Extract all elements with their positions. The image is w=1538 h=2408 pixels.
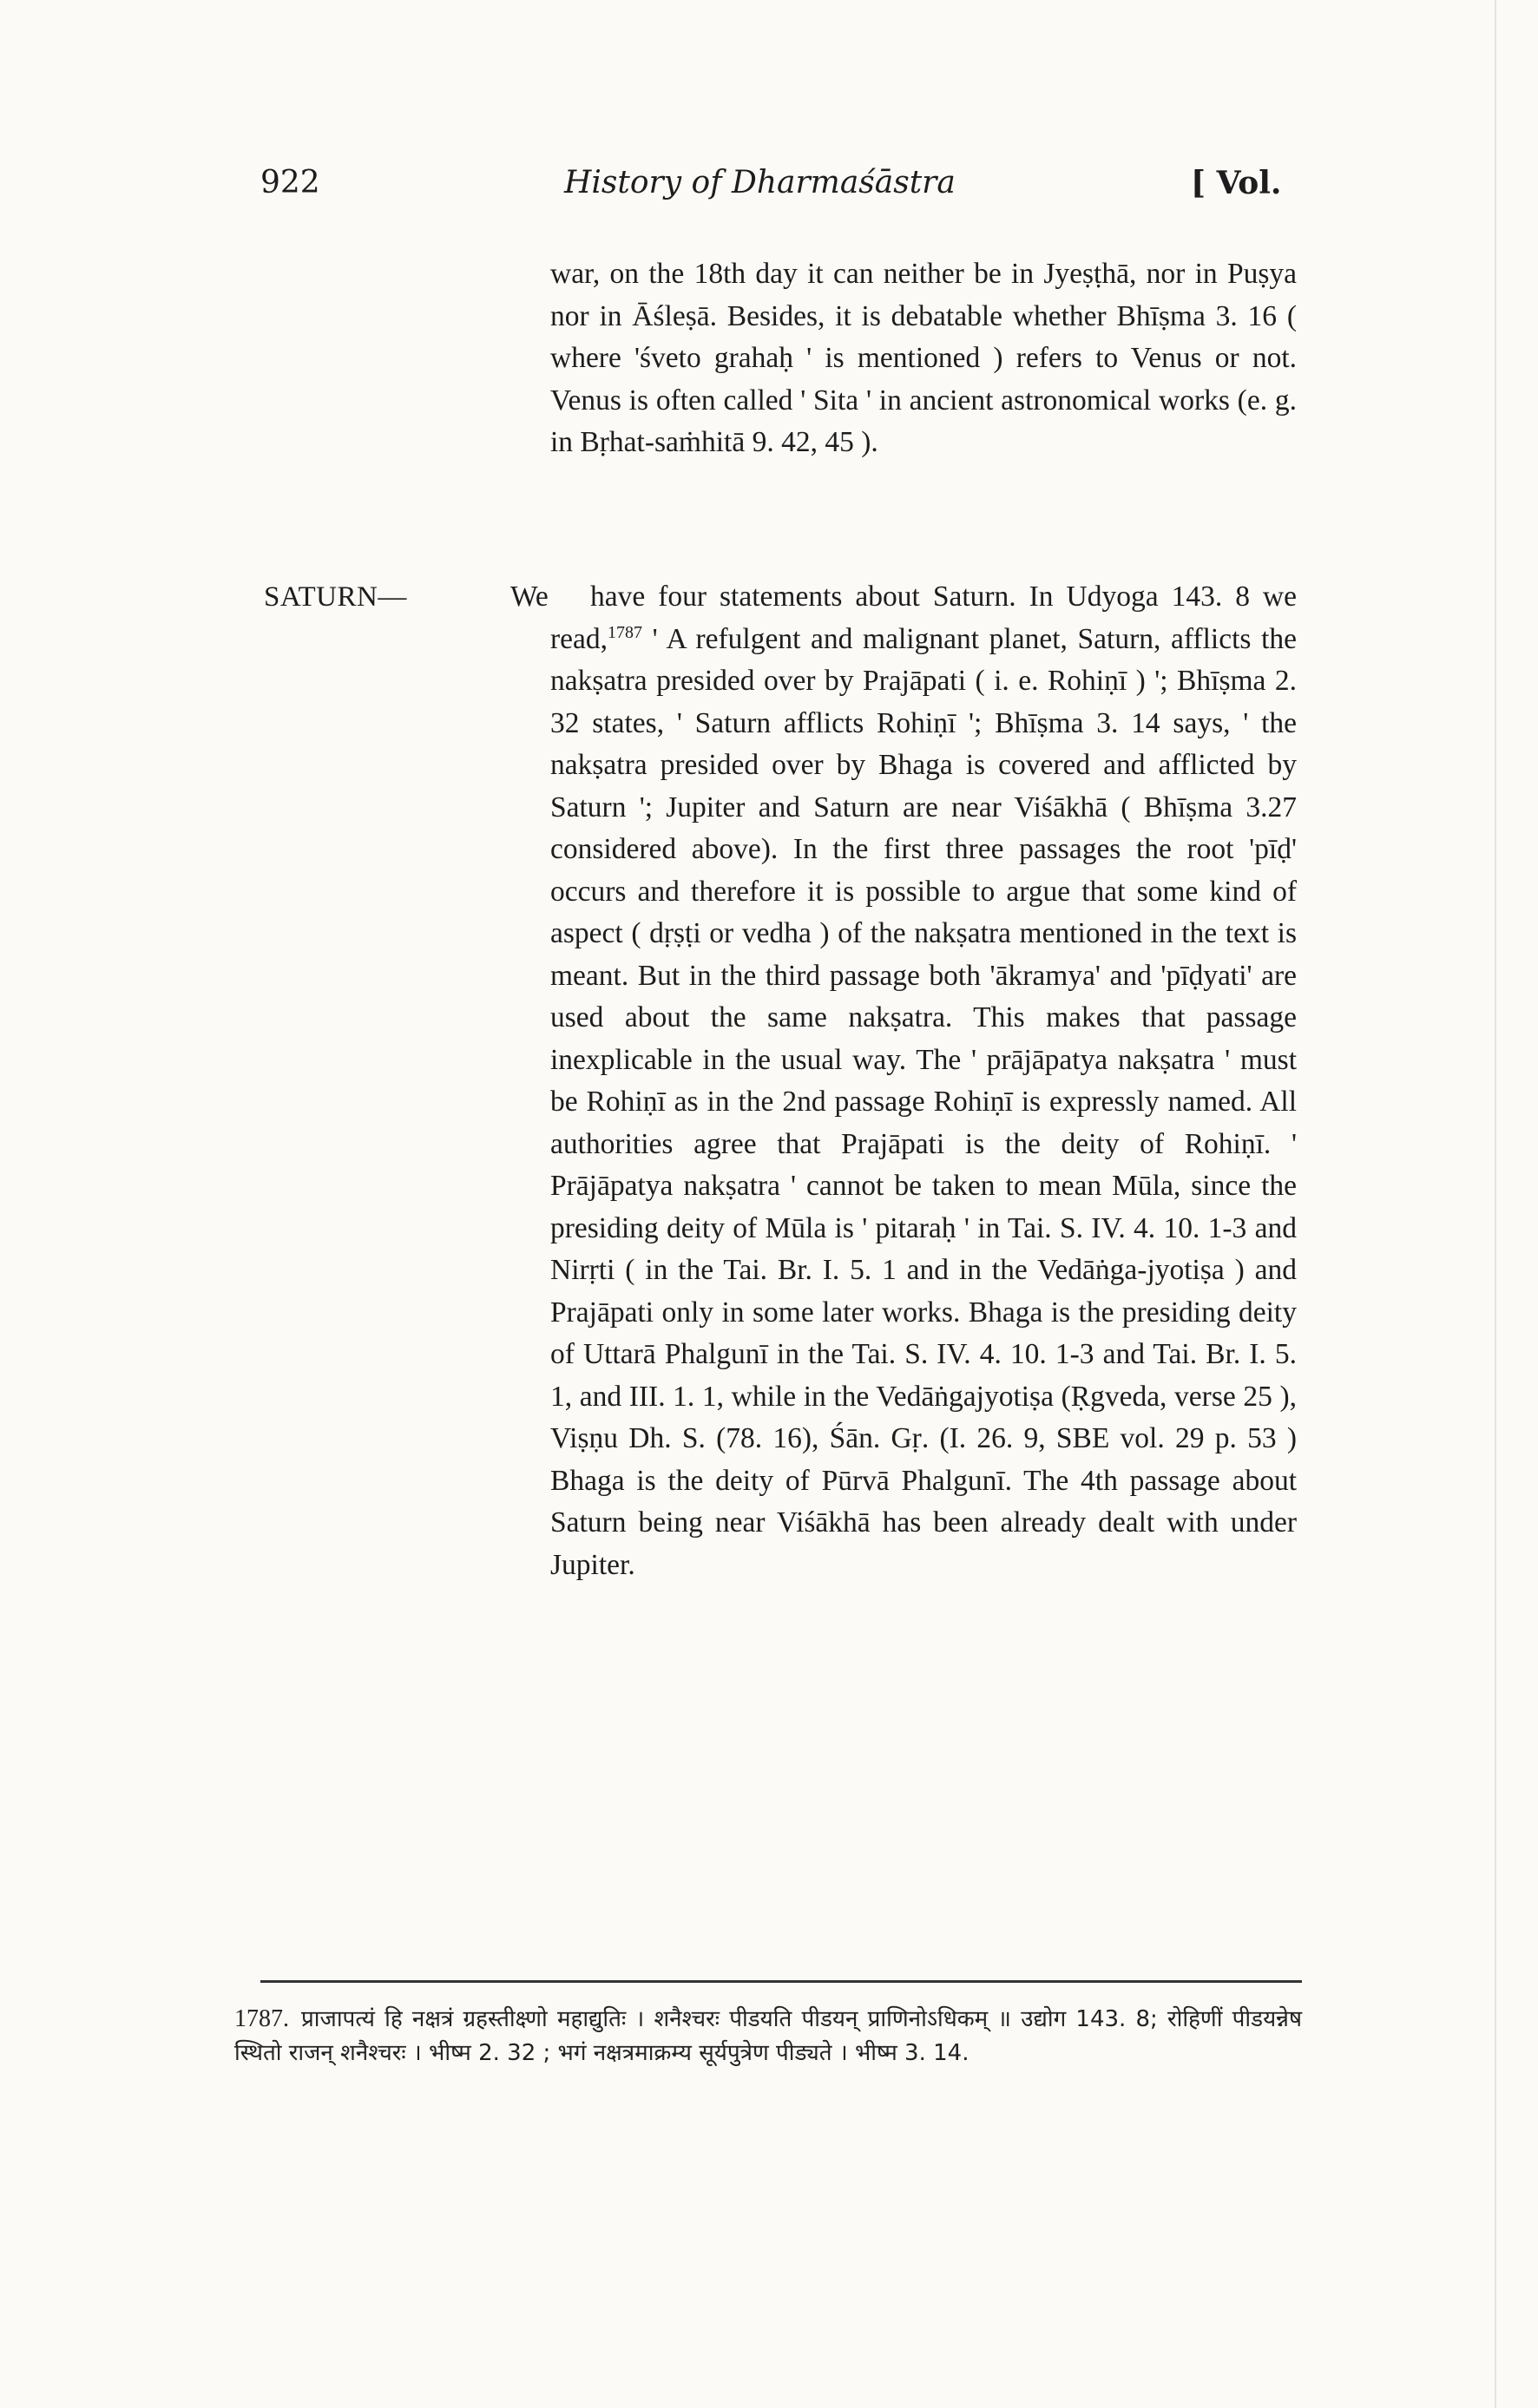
- footnote-number: 1787.: [234, 2005, 289, 2032]
- footnote-text: प्राजापत्यं हि नक्षत्रं ग्रहस्तीक्ष्णो महाद्युतिः । शनैश्चरः पीडयति पीडयन् प्राणिनोऽधिकम् ॥ उद्योग 143. 8; रोहिणीं पीडयन्नेष स्थितो राजन् शनैश्चरः । भीष्म 2. 32 ; भगं नक्षत्रमाक्रम्य सूर्यपुत्रेण पीड्यते । भीष्म 3. 14.: [234, 2006, 1302, 2066]
- running-title: History of Dharmaśāstra: [564, 165, 956, 200]
- saturn-paragraph: [550, 576, 1297, 1586]
- continuation-paragraph: [550, 253, 1297, 464]
- page-edge-shadow: [1495, 0, 1496, 2408]
- page-number: 922: [260, 165, 320, 200]
- continuation-text: war, on the 18th day it can neither be in Jyeṣṭhā, nor in Puṣya nor in Āśleṣā. Besides, it is debatable whether Bhīṣma 3. 16 ( where 'śveto grahaḥ ' is mentioned ) refers to Venus or not. Venus is often called ' Sita ' in ancient astronomical works (e. g. in Bṛhat-saṁhitā 9. 42, 45 ).: [550, 258, 1297, 458]
- running-header: [0, 165, 1538, 217]
- saturn-lead-word: We: [510, 581, 549, 613]
- saturn-text-part2: ' A refulgent and malignant planet, Saturn, afflicts the nakṣatra presided over by Prajāpati ( i. e. Rohiṇī ) '; Bhīṣma 2. 32 states, ' Saturn afflicts Rohiṇī '; Bhīṣma 3. 14 says, ' the nakṣatra presided over by Bhaga is covered and afflicted by Saturn '; Jupiter and Saturn are near Viśākhā ( Bhīṣma 3.27 considered above). In the first three passages the root 'pīḍ' occurs and therefore it is possible to argue that some kind of aspect ( dṛṣṭi or vedha ) of the nakṣatra mentioned in the text is meant. But in the third passage both 'ākramya' and 'pīḍyati' are used about the same nakṣatra. This makes that passage inexplicable in the usual way. The ' prājāpatya nakṣatra ' must be Rohiṇī as in the 2nd passage Rohiṇī is expressly named. All authorities agree that Prajāpati is the deity of Rohiṇī. ' Prājāpatya nakṣatra ' cannot be taken to mean Mūla, since the presiding deity of Mūla is ' pitaraḥ ' in Tai. S. IV. 4. 10. 1-3 and Nirṛti ( in the Tai. Br. I. 5. 1 and in the Vedāṅga-jyotiṣa ) and Prajāpati only in some later works. Bhaga is the presiding deity of Uttarā Phalgunī in the Tai. S. IV. 4. 10. 1-3 and Tai. Br. I. 5. 1, and III. 1. 1, while in the Vedāṅgajyotiṣa (Ṛgveda, verse 25 ), Viṣṇu Dh. S. (78. 16), Śān. Gṛ. (I. 26. 9, SBE vol. 29 p. 53 ) Bhaga is the deity of Pūrvā Phalgunī. The 4th passage about Saturn being near Viśākhā has been already dealt with under Jupiter.: [550, 622, 1297, 1581]
- section-label-saturn: SATURN—: [264, 581, 407, 613]
- volume-marker: [ Vol.: [1191, 165, 1282, 201]
- saturn-text-part1: have four statements about Saturn. In Udyoga 143. 8 we read,: [550, 581, 1297, 655]
- footnote-reference[interactable]: 1787: [608, 622, 643, 642]
- footnote-1787: [234, 2002, 1302, 2070]
- footnote-divider: [260, 1980, 1302, 1983]
